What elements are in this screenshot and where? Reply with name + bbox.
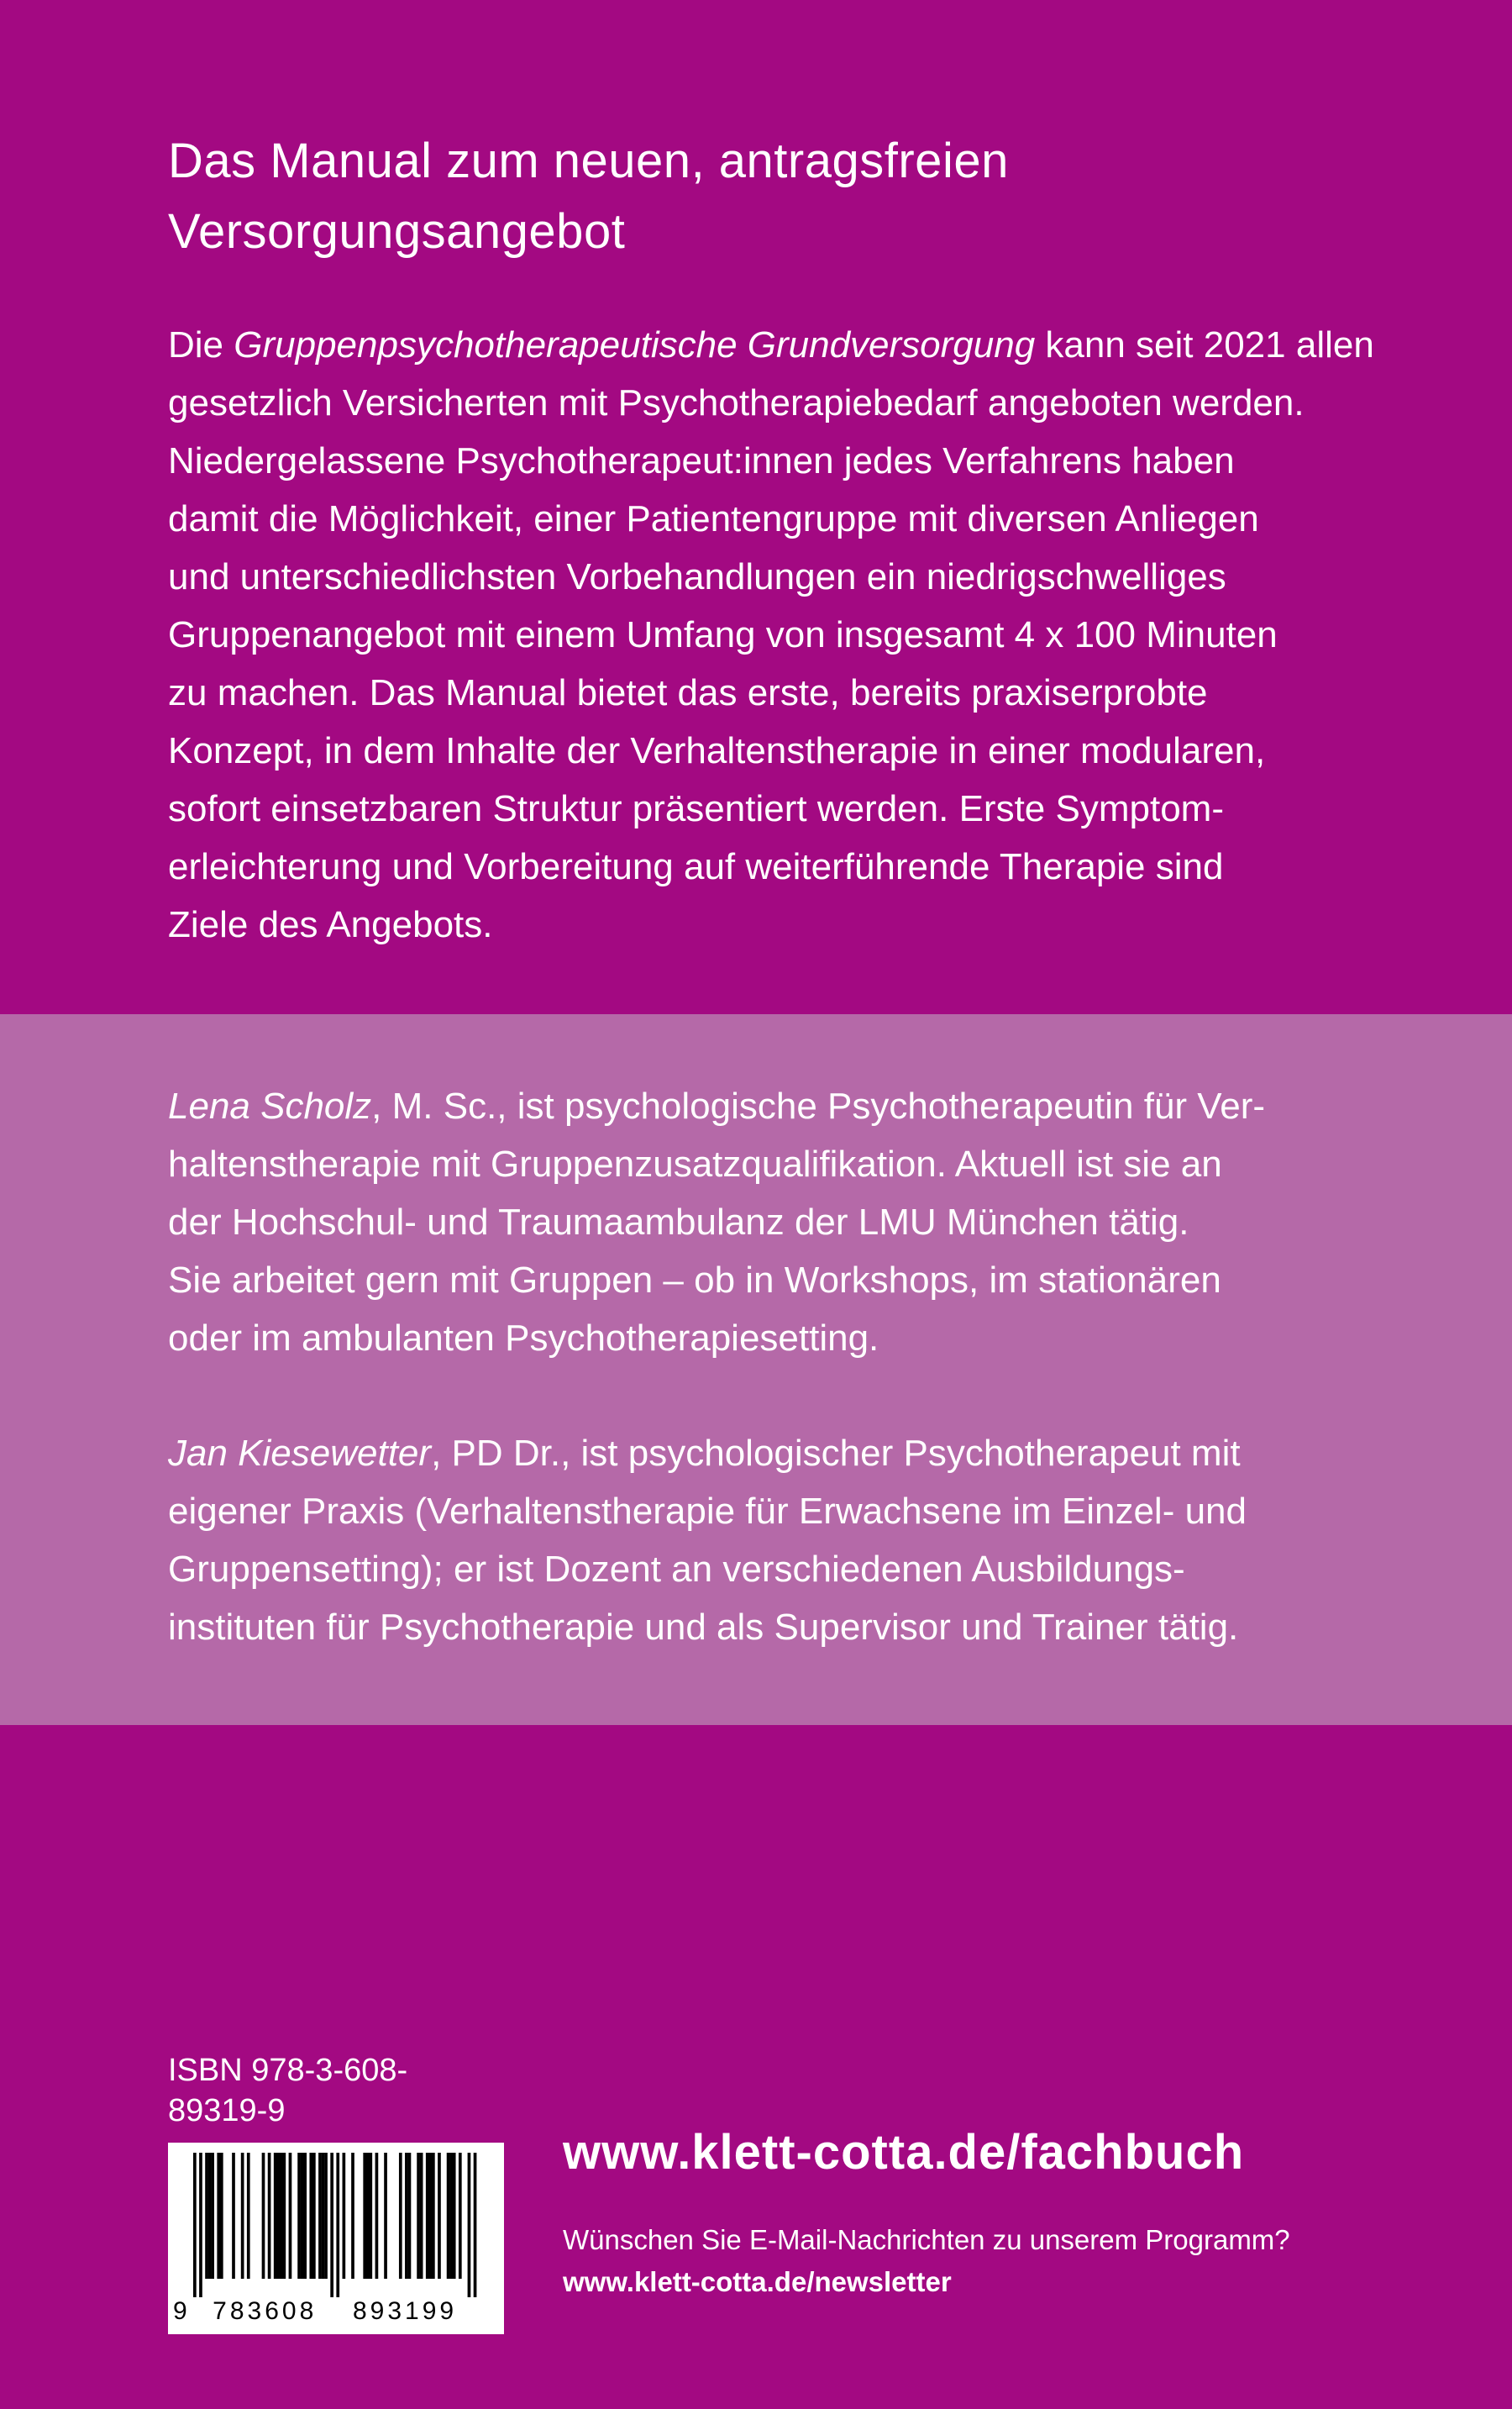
text-line <box>168 722 1344 780</box>
text-segment: Niedergelassene Psychotherapeut:innen jedes Verfahrens haben <box>168 440 1235 481</box>
publisher-links-block <box>563 2050 1290 2334</box>
text-segment: haltenstherapie mit Gruppenzusatzqualifikation. Aktuell ist sie an <box>168 1144 1222 1185</box>
text-segment: , M. Sc., ist psychologische Psychotherapeutin für Ver- <box>371 1086 1265 1127</box>
text-segment: der Hochschul- und Traumaambulanz der LMU München tätig. <box>168 1202 1189 1243</box>
text-line <box>168 432 1344 490</box>
text-line <box>168 838 1344 896</box>
text-line <box>168 780 1344 838</box>
text-segment: Die <box>168 324 234 366</box>
text-line <box>168 606 1344 664</box>
ean-barcode-graphic <box>168 2143 504 2334</box>
footer-section <box>168 2050 1344 2334</box>
headline <box>168 126 1344 267</box>
text-segment: und unterschiedlichsten Vorbehandlungen ein niedrigschwelliges <box>168 556 1226 597</box>
text-segment: Gruppenangebot mit einem Umfang von insgesamt 4 x 100 Minuten <box>168 614 1278 655</box>
text-segment: sofort einsetzbaren Struktur präsentiert werden. Erste Symptom- <box>168 788 1224 829</box>
text-line <box>168 1540 1344 1598</box>
newsletter-url: www.klett-cotta.de/newsletter <box>563 2266 952 2297</box>
text-segment: Gruppenpsychotherapeutische Grundversorgung <box>234 324 1036 366</box>
text-line <box>168 490 1344 548</box>
text-line <box>168 1251 1344 1309</box>
barcode-digit-group: 9 <box>173 2297 191 2325</box>
text-line <box>168 1482 1344 1540</box>
text-segment: Sie arbeitet gern mit Gruppen – ob in Workshops, im stationären <box>168 1260 1221 1301</box>
text-line <box>168 316 1374 374</box>
text-line <box>168 1135 1344 1193</box>
text-segment: zu machen. Das Manual bietet das erste, bereits praxiserprobte <box>168 672 1208 713</box>
newsletter-question: Wünschen Sie E-Mail-Nachrichten zu unserem Programm? <box>563 2224 1290 2255</box>
text-segment: Versorgungsangebot <box>168 204 626 259</box>
isbn-text: ISBN 978-3-608-89319-9 <box>168 2053 408 2128</box>
text-segment: Jan Kiesewetter <box>168 1433 432 1474</box>
text-line <box>168 664 1344 722</box>
text-segment: Ziele des Angebots. <box>168 904 493 945</box>
text-line <box>168 896 1344 954</box>
text-line <box>168 1309 1344 1367</box>
text-line <box>168 1598 1344 1656</box>
text-segment: Lena Scholz <box>168 1086 372 1127</box>
barcode-digit-group: 783608 <box>213 2297 318 2325</box>
bio-lena-scholz <box>168 1077 1344 1367</box>
text-segment: oder im ambulanten Psychotherapiesetting. <box>168 1318 879 1359</box>
fachbuch-url: www.klett-cotta.de/fachbuch <box>563 2125 1245 2180</box>
text-segment: , PD Dr., ist psychologischer Psychotherapeut mit <box>431 1433 1241 1474</box>
blurb-section <box>0 0 1512 954</box>
text-segment: damit die Möglichkeit, einer Patientengruppe mit diversen Anliegen <box>168 498 1259 539</box>
text-line <box>168 197 1344 267</box>
text-segment: eigener Praxis (Verhaltenstherapie für Erwachsene im Einzel- und <box>168 1491 1247 1532</box>
author-bios-section <box>0 1014 1512 1725</box>
text-segment: kann seit 2021 allen <box>1035 324 1374 366</box>
isbn-barcode-block <box>168 2050 504 2334</box>
text-line <box>168 548 1344 606</box>
text-segment: Gruppensetting); er ist Dozent an verschiedenen Ausbildungs- <box>168 1549 1185 1590</box>
text-line <box>168 1424 1344 1482</box>
text-line <box>168 374 1344 432</box>
bio-jan-kiesewetter <box>168 1424 1344 1656</box>
text-line <box>168 1077 1344 1135</box>
barcode-digit-group: 893199 <box>352 2297 458 2325</box>
intro-paragraph <box>168 316 1374 954</box>
text-segment: Das Manual zum neuen, antragsfreien <box>168 134 1009 188</box>
ean-barcode <box>168 2143 504 2334</box>
text-segment: erleichterung und Vorbereitung auf weiterführende Therapie sind <box>168 846 1224 887</box>
text-segment: Konzept, in dem Inhalte der Verhaltenstherapie in einer modularen, <box>168 730 1266 771</box>
text-line <box>168 126 1344 197</box>
barcode-bars <box>193 2153 476 2297</box>
text-line <box>168 1193 1344 1251</box>
text-segment: gesetzlich Versicherten mit Psychotherapiebedarf angeboten werden. <box>168 382 1305 423</box>
text-segment: instituten für Psychotherapie und als Supervisor und Trainer tätig. <box>168 1607 1239 1648</box>
